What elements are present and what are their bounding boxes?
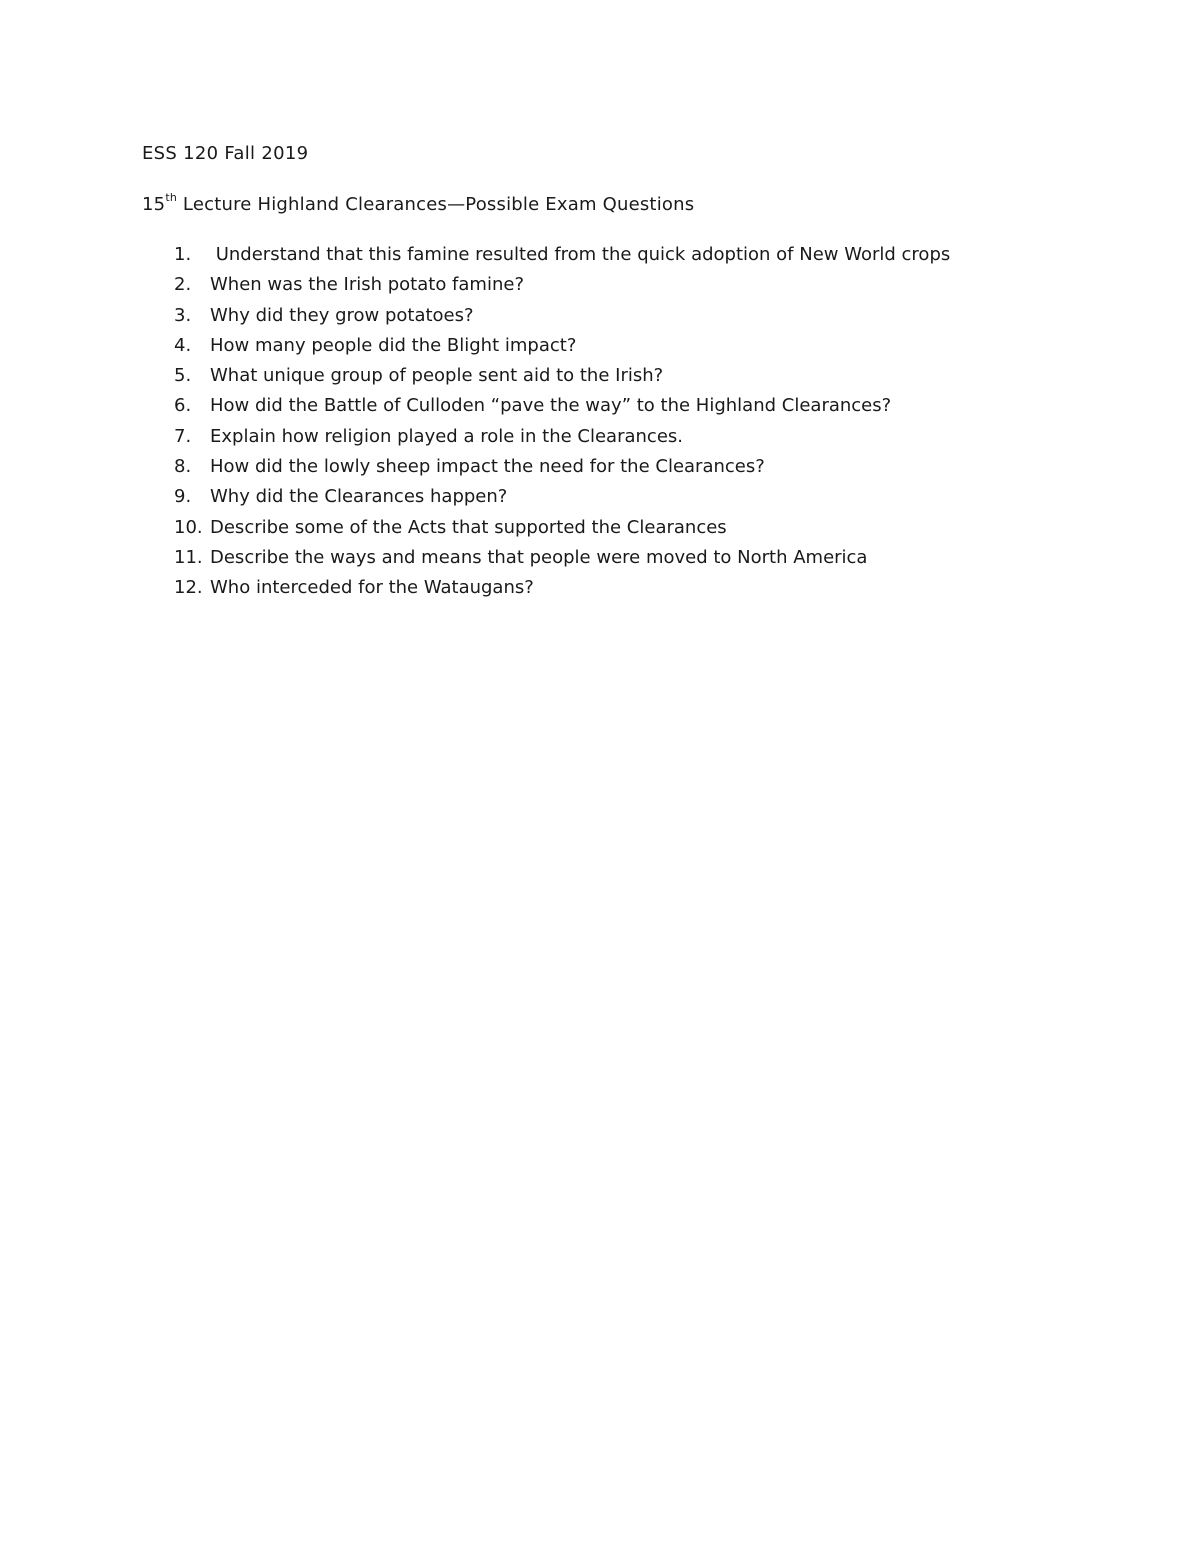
question-list <box>142 242 950 606</box>
question-number: 5. <box>174 365 192 387</box>
question-text: How did the lowly sheep impact the need for the Clearances? <box>210 456 765 478</box>
question-number: 1. <box>174 244 192 265</box>
question-number: 9. <box>174 486 192 508</box>
lecture-title <box>142 193 694 215</box>
question-item <box>142 545 950 575</box>
lecture-number-suffix: th <box>165 191 177 204</box>
question-item <box>142 454 950 484</box>
question-text: What unique group of people sent aid to the Irish? <box>210 365 664 387</box>
question-number: 10. <box>174 516 203 538</box>
question-item <box>142 242 950 272</box>
question-number: 6. <box>174 395 192 417</box>
course-heading: ESS 120 Fall 2019 <box>142 143 309 164</box>
question-number: 2. <box>174 274 192 296</box>
question-item <box>142 272 950 302</box>
question-text: How many people did the Blight impact? <box>210 334 577 356</box>
question-item <box>142 575 950 605</box>
question-text: Describe the ways and means that people were moved to North America <box>210 546 868 568</box>
question-text: How did the Battle of Culloden “pave the way” to the Highland Clearances? <box>210 395 892 417</box>
question-number: 7. <box>174 425 192 447</box>
question-item <box>142 333 950 363</box>
question-item <box>142 393 950 423</box>
question-text: Describe some of the Acts that supported the Clearances <box>210 516 727 538</box>
question-text: Why did the Clearances happen? <box>210 486 508 508</box>
question-number: 4. <box>174 334 192 356</box>
question-item <box>142 303 950 333</box>
lecture-title-text: Lecture Highland Clearances—Possible Exam Questions <box>177 194 695 215</box>
question-text: Why did they grow potatoes? <box>210 304 474 326</box>
question-item <box>142 515 950 545</box>
question-text: When was the Irish potato famine? <box>210 274 524 296</box>
question-number: 12. <box>174 577 203 599</box>
question-number: 3. <box>174 304 192 326</box>
question-number: 11. <box>174 546 203 568</box>
question-text: Explain how religion played a role in the Clearances. <box>210 425 684 447</box>
question-item <box>142 363 950 393</box>
lecture-number: 15 <box>142 194 166 215</box>
question-number: 8. <box>174 456 192 478</box>
question-text: Understand that this famine resulted from the quick adoption of New World crops <box>210 244 951 265</box>
question-item <box>142 424 950 454</box>
question-text: Who interceded for the Wataugans? <box>210 577 534 599</box>
question-item <box>142 484 950 514</box>
